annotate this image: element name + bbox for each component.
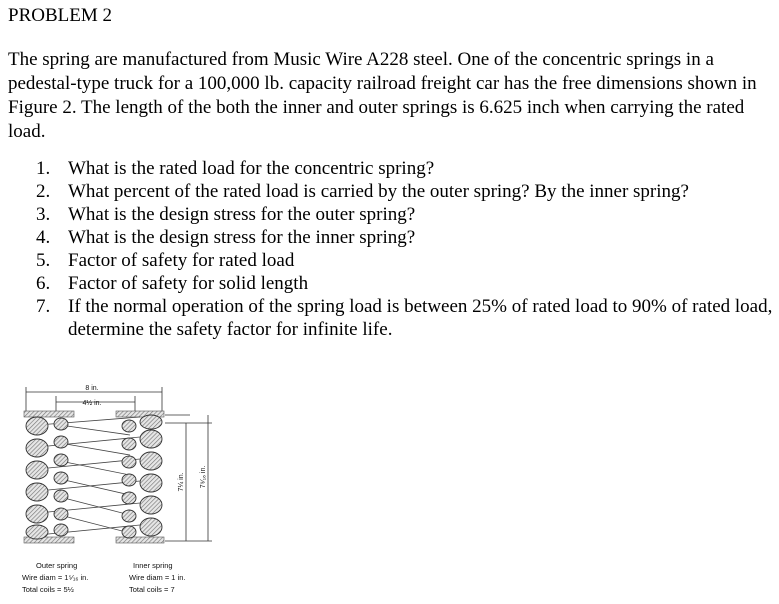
outer-coil-section [26, 417, 48, 435]
spring-figure [0, 377, 240, 602]
spring-drawing [24, 411, 164, 543]
outer-coil-section [26, 483, 48, 501]
inner-coil-section [122, 474, 136, 486]
inner-spring-total-coils: Total coils = 7 [129, 585, 175, 594]
question-item [36, 272, 776, 295]
bottom-plate-right [116, 537, 164, 543]
outer-coil-section [140, 474, 162, 492]
inner-coil-section [54, 454, 68, 466]
inner-coil-section [122, 438, 136, 450]
outer-spring-title: Outer spring [36, 561, 78, 570]
outer-coil-section [26, 461, 48, 479]
free-height-dimension: 7⁹⁄₁₆ in. [200, 465, 207, 489]
outer-coil-section [26, 439, 48, 457]
outer-coil-section [140, 496, 162, 514]
outer-coil-section [140, 518, 162, 536]
question-number: 2. [36, 181, 51, 202]
outer-coil-section [140, 430, 162, 448]
outer-spring-wire-diameter: Wire diam = 1⁵⁄₁₆ in. [22, 573, 89, 582]
loaded-height-dimension: 7¼ in. [178, 472, 185, 492]
inner-coil-section [54, 418, 68, 430]
outer-coil-section [26, 525, 48, 539]
inner-spring-wire-diameter: Wire diam = 1 in. [129, 573, 186, 582]
inner-coil-section [122, 420, 136, 432]
question-number: 5. [36, 250, 51, 271]
inner-coil-section [54, 508, 68, 520]
outer-spring-total-coils: Total coils = 5½ [22, 585, 74, 594]
question-text: What is the design stress for the outer spring? [68, 204, 416, 225]
problem-heading: PROBLEM 2 [8, 5, 112, 26]
question-item [36, 249, 776, 272]
question-item [36, 226, 776, 249]
problem-statement: The spring are manufactured from Music Wire A228 steel. One of the concentric springs in a pedestal-type truck for a 100,000 lb. capacity railroad freight car has the free dimensions shown in Figure 2. The length of the both the inner and outer springs is 6.625 inch when carrying the rated load. [8, 49, 757, 142]
inner-diameter-dimension: 4½ in. [82, 400, 102, 407]
question-number: 1. [36, 158, 51, 179]
question-item [36, 157, 776, 180]
outer-coil-section [140, 415, 162, 429]
inner-spring-title: Inner spring [133, 561, 173, 570]
question-list [36, 157, 776, 341]
inner-coil-section [54, 436, 68, 448]
question-text: If the normal operation of the spring load is between 25% of rated load to 90% of rated load, determine the safety factor for infinite life. [68, 296, 773, 340]
inner-coil-section [54, 472, 68, 484]
outer-coil-section [140, 452, 162, 470]
question-text: What percent of the rated load is carried by the outer spring? By the inner spring? [68, 181, 689, 202]
question-text: What is the design stress for the inner spring? [68, 227, 416, 248]
dimension-lines [26, 387, 212, 541]
inner-coil-section [122, 456, 136, 468]
question-number: 3. [36, 204, 51, 225]
inner-coil-section [122, 526, 136, 538]
question-text: Factor of safety for rated load [68, 250, 295, 271]
inner-coil-section [54, 490, 68, 502]
outer-coil-section [26, 505, 48, 523]
question-number: 7. [36, 296, 51, 317]
inner-coil-section [54, 524, 68, 536]
question-text: Factor of safety for solid length [68, 273, 309, 294]
question-item [36, 203, 776, 226]
inner-coil-section [122, 510, 136, 522]
question-text: What is the rated load for the concentric spring? [68, 158, 435, 179]
top-plate-left [24, 411, 74, 417]
question-item [36, 295, 776, 341]
outer-diameter-dimension: 8 in. [85, 385, 99, 392]
question-number: 6. [36, 273, 51, 294]
inner-coil-section [122, 492, 136, 504]
question-item [36, 180, 776, 203]
question-number: 4. [36, 227, 51, 248]
